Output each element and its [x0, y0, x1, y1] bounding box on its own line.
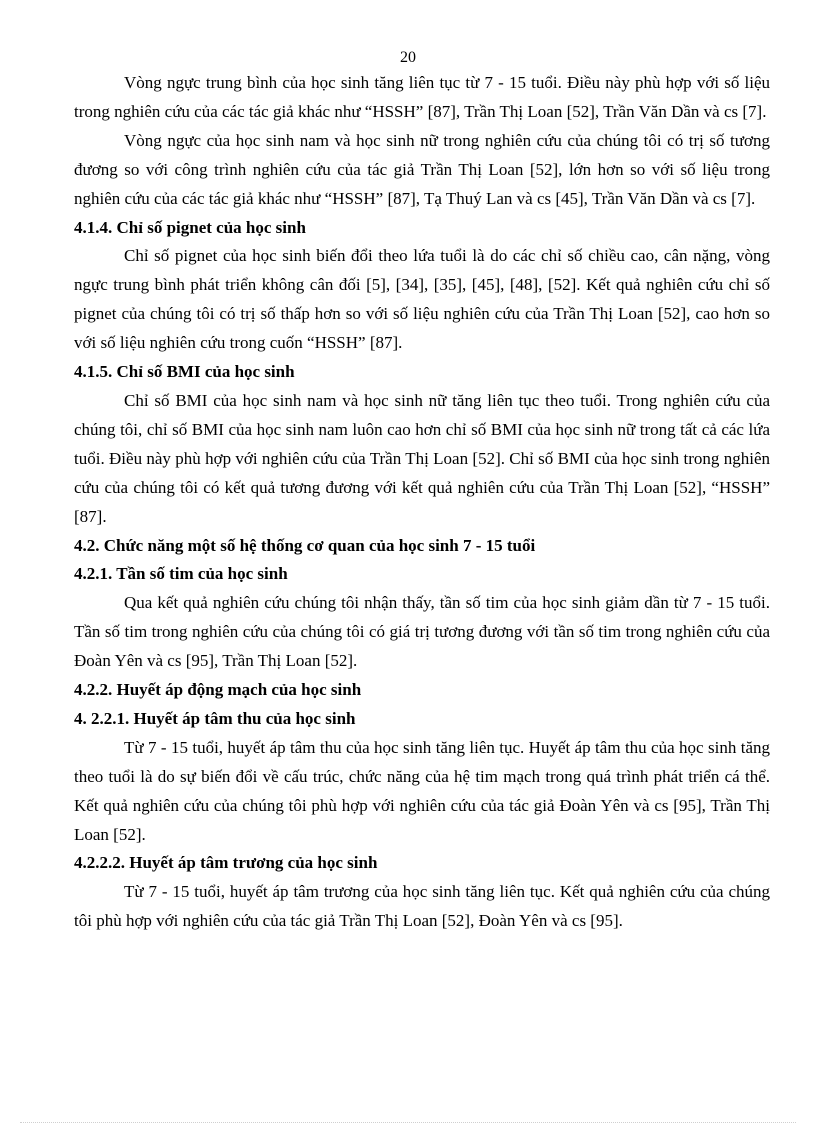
section-heading: 4.2.1. Tần số tim của học sinh: [74, 564, 288, 584]
section-heading: 4.2.2.2. Huyết áp tâm trương của học sinh: [74, 853, 378, 873]
section-heading: 4. 2.2.1. Huyết áp tâm thu của học sinh: [74, 708, 356, 728]
paragraph: Từ 7 - 15 tuổi, huyết áp tâm thu của học sinh tăng liên tục. Huyết áp tâm thu của học sinh tăng theo tuổi là do sự biến đổi về cấu trúc, chức năng của hệ tim mạch trong quá trình phát triển cá thể. Kết quả nghiên cứu của chúng tôi phù hợp với nghiên cứu của tác giả Đoàn Yên và cs [95], Trần Thị Loan [52].: [74, 737, 770, 844]
section-heading: 4.1.4. Chỉ số pignet của học sinh: [74, 217, 306, 237]
paragraph: Vòng ngực trung bình của học sinh tăng liên tục từ 7 - 15 tuổi. Điều này phù hợp với số liệu trong nghiên cứu của các tác giả khác như “HSSH” [87], Trần Thị Loan [52], Trần Văn Dần và cs [7].: [74, 73, 770, 121]
paragraph: Vòng ngực của học sinh nam và học sinh nữ trong nghiên cứu của chúng tôi có trị số tương đương so với công trình nghiên cứu của tác giả Trần Thị Loan [52], lớn hơn so với số liệu trong nghiên cứu của các tác giả khác như “HSSH” [87], Tạ Thuý Lan và cs [45], Trần Văn Dần và cs [7].: [74, 130, 770, 208]
section-heading: 4.2. Chức năng một số hệ thống cơ quan của học sinh 7 - 15 tuổi: [74, 535, 536, 555]
paragraph: Chỉ số BMI của học sinh nam và học sinh nữ tăng liên tục theo tuổi. Trong nghiên cứu của chúng tôi, chỉ số BMI của học sinh nam luôn cao hơn chỉ số BMI của học sinh nữ trong tất cả các lứa tuổi. Điều này phù hợp với nghiên cứu của Trần Thị Loan [52]. Chỉ số BMI của học sinh trong nghiên cứu của chúng tôi có kết quả tương đương với kết quả nghiên cứu của Trần Thị Loan [52], “HSSH” [87].: [74, 390, 770, 526]
paragraph: Chỉ số pignet của học sinh biến đổi theo lứa tuổi là do các chỉ số chiều cao, cân nặng, vòng ngực trung bình phát triển không cân đối [5], [34], [35], [45], [48], [52]. Kết quả nghiên cứu chỉ số pignet của chúng tôi có trị số thấp hơn so với số liệu nghiên cứu của Trần Thị Loan [52], cao hơn so với số liệu nghiên cứu trong cuốn “HSSH” [87].: [74, 246, 770, 353]
paragraph: Từ 7 - 15 tuổi, huyết áp tâm trương của học sinh tăng liên tục. Kết quả nghiên cứu của chúng tôi phù hợp với nghiên cứu của tác giả Trần Thị Loan [52], Đoàn Yên và cs [95].: [74, 882, 770, 931]
paragraph: Qua kết quả nghiên cứu chúng tôi nhận thấy, tần số tim của học sinh giảm dần từ 7 - 15 tuổi. Tần số tim trong nghiên cứu của chúng tôi có giá trị tương đương với tần số tim trong nghiên cứu của Đoàn Yên và cs [95], Trần Thị Loan [52].: [74, 593, 770, 671]
section-heading: 4.1.5. Chỉ số BMI của học sinh: [74, 362, 295, 382]
section-heading: 4.2.2. Huyết áp động mạch của học sinh: [74, 680, 362, 700]
page-number: 20: [400, 49, 416, 66]
document-body: [74, 69, 770, 936]
